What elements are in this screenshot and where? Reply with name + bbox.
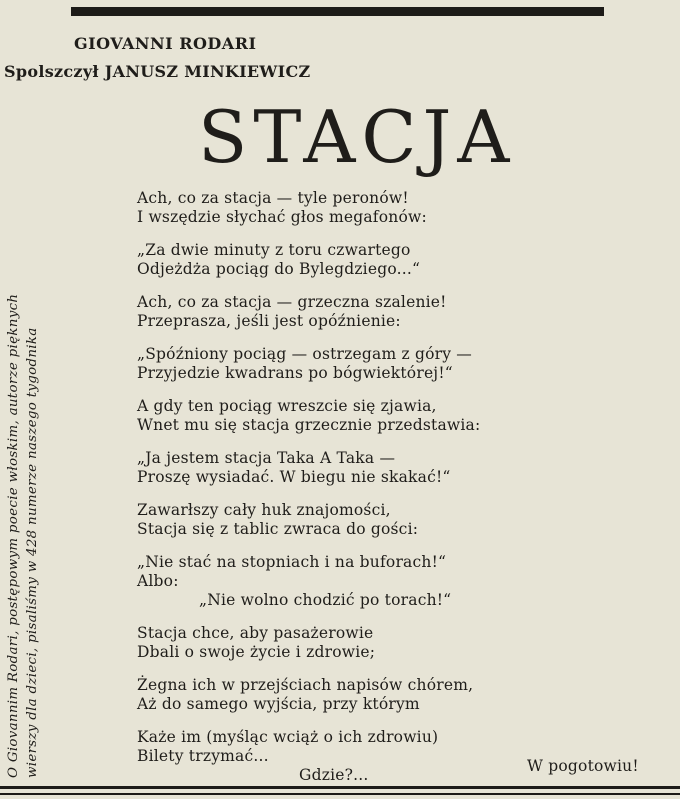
stanza	[137, 241, 537, 279]
poem-line: Wnet mu się stacja grzecznie przedstawia:	[137, 416, 481, 434]
poem-line: Bilety trzymać...	[137, 747, 269, 765]
poem-line: „Spóźniony pociąg — ostrzegam z góry —	[137, 345, 473, 363]
poem-line: A gdy ten pociąg wreszcie się zjawia,	[137, 397, 437, 415]
poem-line: Przeprasza, jeśli jest opóźnienie:	[137, 312, 401, 330]
poem-line: Aż do samego wyjścia, przy którym	[137, 695, 420, 713]
poem-line: Żegna ich w przejściach napisów chórem,	[137, 676, 474, 694]
stanza	[137, 728, 537, 785]
poem-line: „Nie wolno chodzić po torach!“	[199, 591, 452, 609]
poem-line: Każe im (myśląc wciąż o ich zdrowiu)	[137, 728, 439, 746]
top-rule	[71, 7, 604, 16]
stanza	[137, 345, 537, 383]
poem-line: Stacja chce, aby pasażerowie	[137, 624, 374, 642]
poem-line: Dbali o swoje życie i zdrowie;	[137, 643, 376, 661]
poem-body	[137, 189, 537, 799]
stanza	[137, 553, 537, 610]
poem-line: „Za dwie minuty z toru czwartego	[137, 241, 411, 259]
poem-line: Ach, co za stacja — grzeczna szalenie!	[137, 293, 447, 311]
poem-line: I wszędzie słychać głos megafonów:	[137, 208, 427, 226]
poem-line: Odjeżdża pociąg do Bylegdziego...“	[137, 260, 421, 278]
author-name: GIOVANNI RODARI	[74, 34, 257, 53]
stanza	[137, 397, 537, 435]
side-note-line: wierszy dla dzieci, pisaliśmy w 428 numerze naszego tygodnika	[25, 327, 40, 778]
bottom-rule	[0, 786, 680, 789]
poem-title: STACJA	[198, 95, 516, 179]
stanza	[137, 189, 537, 227]
stanza	[137, 293, 537, 331]
poem-line: Przyjedzie kwadrans po bógwiektórej!“	[137, 364, 453, 382]
poem-line: Stacja się z tablic zwraca do gości:	[137, 520, 419, 538]
stanza	[137, 501, 537, 539]
poem-line: „Ja jestem stacja Taka A Taka —	[137, 449, 396, 467]
poem-line: „Nie stać na stopniach i na buforach!“	[137, 553, 447, 571]
poem-line: Albo:	[137, 572, 179, 590]
bottom-rule	[0, 793, 680, 795]
stanza	[137, 624, 537, 662]
side-note	[4, 193, 42, 778]
poem-line: Gdzie?...	[299, 766, 369, 784]
translator-credit: Spolszczył JANUSZ MINKIEWICZ	[4, 62, 311, 81]
poem-final-line: W pogotowiu!	[527, 757, 639, 775]
side-note-line: O Giovannim Rodari, postępowym poecie włoskim, autorze pięknych	[6, 293, 21, 778]
poem-line: Zawarłszy cały huk znajomości,	[137, 501, 391, 519]
poem-line: Proszę wysiadać. W biegu nie skakać!“	[137, 468, 451, 486]
stanza	[137, 676, 537, 714]
poem-line: Ach, co za stacja — tyle peronów!	[137, 189, 409, 207]
stanza	[137, 449, 537, 487]
